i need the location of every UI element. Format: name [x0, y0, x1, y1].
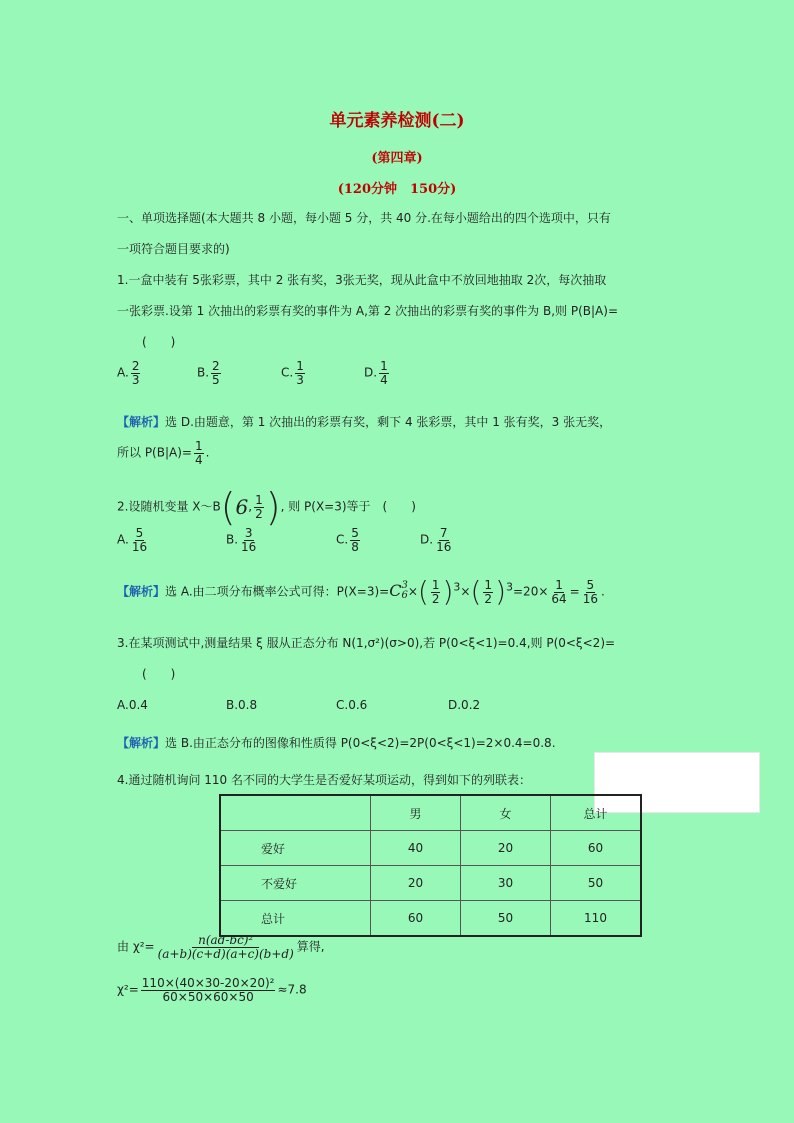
result-fraction: $\frac{1}{64}$ — [551, 577, 567, 606]
left-paren: ( — [220, 485, 236, 529]
right-paren: ) — [265, 485, 281, 529]
table-header-cell: 女 — [461, 795, 551, 831]
table-cell — [220, 795, 371, 831]
q1-option-b[interactable] — [197, 360, 223, 386]
q3-option-b[interactable]: B.0.8 — [226, 698, 258, 712]
table-row — [220, 866, 641, 901]
table-row-label: 不爱好 — [220, 866, 371, 901]
q3-analysis: 【解析】选 B.由正态分布的图像和性质得 P(0<ξ<2)=2P(0<ξ<1)=2×0.4=0.8. — [117, 736, 556, 750]
combination-symbol: C 3 6 — [389, 580, 408, 601]
q1-stem-line1: 1.一盒中装有 5张彩票，其中 2 张有奖，3张无奖，现从此盒中不放回地抽取 2次，每次抽取 — [117, 273, 607, 287]
option-label: D. — [364, 365, 378, 380]
q2-stem: 2.设随机变量 X～B(6, $\frac{1}{2}$ ), 则 P(X=3)等于 ( ) — [117, 485, 416, 529]
option-label: B. — [197, 365, 210, 380]
q1-stem-line2: 一张彩票.设第 1 次抽出的彩票有奖的事件为 A,第 2 次抽出的彩票有奖的事件为 B,则 P(B|A)= — [117, 304, 618, 318]
table-header-cell: 总计 — [551, 795, 642, 831]
table-cell: 50 — [551, 866, 642, 901]
time-score-label: (120分钟 150分) — [337, 182, 457, 197]
q3-option-c[interactable]: C.0.6 — [336, 698, 368, 712]
option-fraction: $\frac{2}{5}$ — [212, 359, 220, 387]
q1-option-a[interactable] — [117, 360, 142, 386]
table-cell: 60 — [371, 901, 461, 937]
option-label: A. — [117, 532, 129, 547]
table-row-label: 爱好 — [220, 831, 371, 866]
analysis-fraction: $\frac{1}{4}$ — [194, 439, 203, 467]
q1-analysis-line1: 【解析】选 D.由题意，第 1 次抽出的彩票有奖，剩下 4 张彩票，其中 1 张有奖，3 张无奖， — [117, 415, 612, 429]
option-label: D. — [420, 532, 434, 547]
table-row — [220, 901, 641, 937]
q2-analysis: 【解析】选 A.由二项分布概率公式可得：P(X=3)=C 3 6 ×( $\frac{1}{2}$ )3×( $\frac{1}{2}$ )3=20× $\frac{1}{64}$ = $\frac{5}{16}$ . — [117, 575, 605, 608]
q2-option-b[interactable] — [226, 527, 259, 553]
option-fraction: $\frac{3}{16}$ — [241, 526, 257, 554]
table-cell: 110 — [551, 901, 642, 937]
q3-stem: 3.在某项测试中,测量结果 ξ 服从正态分布 N(1,σ²)(σ>0),若 P(0<ξ<1)=0.4,则 P(0<ξ<2)= — [117, 636, 616, 650]
q2-option-c[interactable] — [336, 527, 362, 553]
page-title: 单元素养检测(二) — [329, 111, 465, 131]
table-cell: 50 — [461, 901, 551, 937]
table-row — [220, 831, 641, 866]
option-fraction: $\frac{1}{4}$ — [380, 359, 388, 387]
table-row-label: 总计 — [220, 901, 371, 937]
q2-option-a[interactable] — [117, 527, 150, 553]
table-cell: 20 — [371, 866, 461, 901]
table-cell: 60 — [551, 831, 642, 866]
q3-option-a[interactable]: A.0.4 — [117, 698, 148, 712]
q1-option-c[interactable] — [281, 360, 307, 386]
table-cell: 20 — [461, 831, 551, 866]
option-fraction: $\frac{5}{16}$ — [131, 526, 148, 554]
q1-analysis-line2: 所以 P(B|A)= $\frac{1}{4}$ . — [117, 439, 210, 467]
calc-fraction: $\frac{\text{110×(40×30-20×20)²}}{60\times 50\times 60\times 50}$ — [141, 976, 275, 1004]
analysis-tag: 【解析】 — [117, 736, 166, 750]
option-label: C. — [336, 532, 349, 547]
table-header-row — [220, 795, 641, 831]
formula-fraction: $\frac{\text{n(ad-bc)²}}{(a+b)(c+d)(a+c)(b+d)}$ — [157, 933, 294, 961]
q1-option-d[interactable] — [364, 360, 391, 386]
q3-answer-paren: ( ) — [142, 667, 176, 681]
q2-option-d[interactable] — [420, 527, 454, 553]
chapter-label: (第四章) — [371, 151, 423, 166]
option-fraction: $\frac{7}{16}$ — [436, 526, 452, 554]
table-cell: 40 — [371, 831, 461, 866]
analysis-tag: 【解析】 — [117, 584, 166, 599]
option-fraction: $\frac{2}{3}$ — [131, 359, 140, 387]
chi-square-calc: χ²= $\frac{\text{110×(40×30-20×20)²}}{60\times 50\times 60\times 50}$ ≈7.8 — [117, 976, 307, 1004]
contingency-table — [219, 794, 642, 937]
q1-answer-paren: ( ) — [142, 335, 176, 349]
half-fraction: $\frac{1}{2}$ — [484, 577, 493, 606]
table-header-cell: 男 — [371, 795, 461, 831]
half-fraction: $\frac{1}{2}$ — [431, 577, 440, 606]
section-heading-cont: 一项符合题目要求的) — [117, 242, 230, 256]
param-fraction: $\frac{1}{2}$ — [255, 492, 263, 521]
q3-option-d[interactable]: D.0.2 — [448, 698, 481, 712]
option-label: C. — [281, 365, 294, 380]
chi-square-formula: 由 χ²= $\frac{\text{n(ad-bc)²}}{(a+b)(c+d)(a+c)(b+d)}$ 算得, — [117, 933, 325, 961]
option-fraction: $\frac{1}{3}$ — [296, 359, 304, 387]
result-fraction: $\frac{5}{16}$ — [582, 577, 599, 606]
table-cell: 30 — [461, 866, 551, 901]
section-heading: 一、单项选择题(本大题共 8 小题，每小题 5 分，共 40 分.在每小题给出的四个选项中，只有 — [117, 211, 611, 225]
option-label: B. — [226, 532, 239, 547]
option-label: A. — [117, 365, 129, 380]
q4-stem: 4.通过随机询问 110 名不同的大学生是否爱好某项运动，得到如下的列联表： — [117, 773, 531, 787]
analysis-tag: 【解析】 — [117, 415, 166, 429]
option-fraction: $\frac{5}{8}$ — [351, 526, 359, 554]
